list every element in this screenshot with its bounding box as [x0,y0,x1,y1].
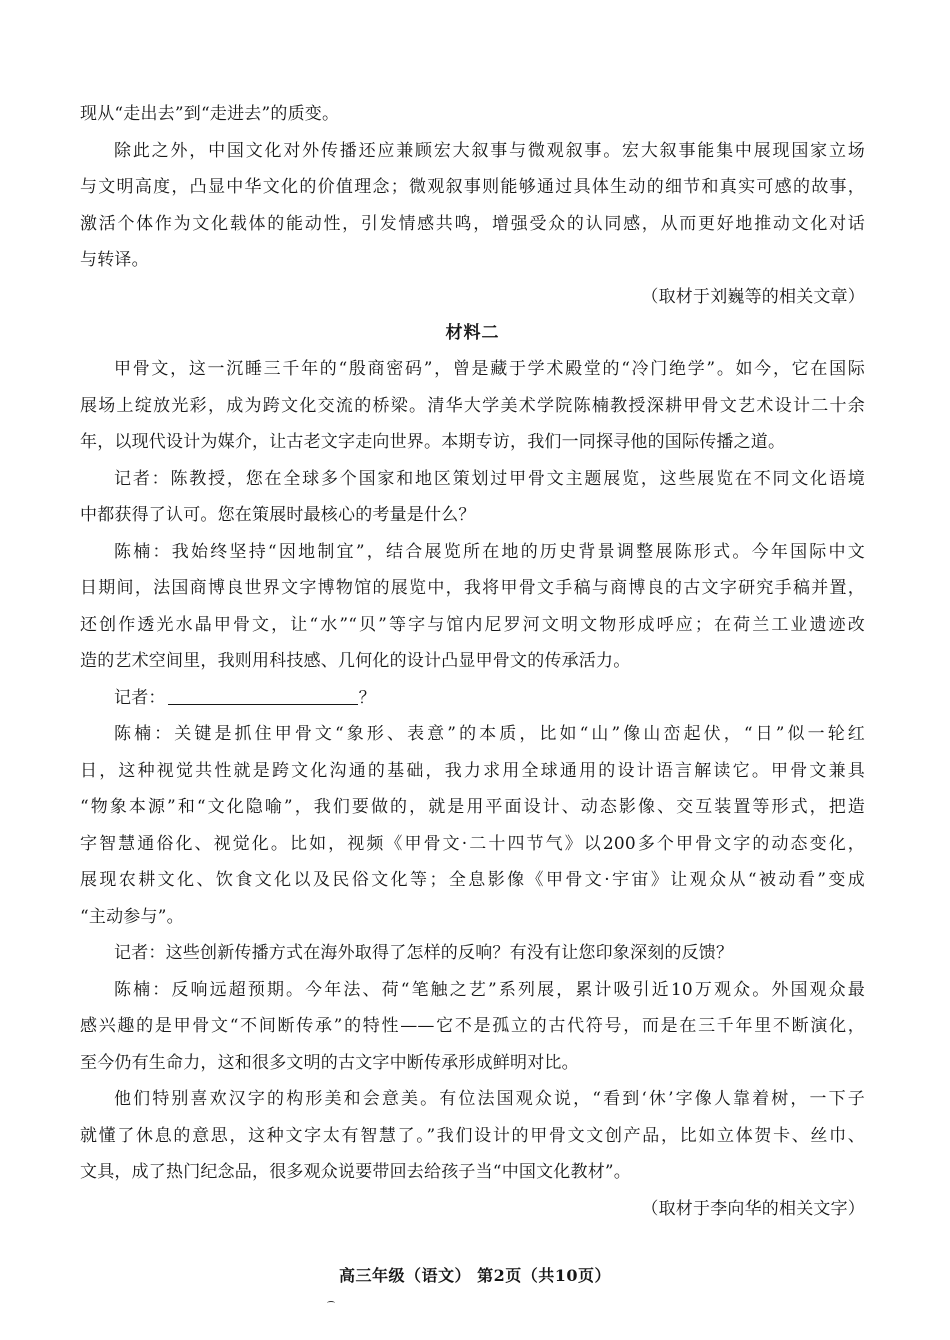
section-heading: 材料二 [445,323,500,343]
material-two [80,315,865,1227]
interview-answer: “物象本源”和“文化隐喻”，我们要做的，就是用平面设计、动态影像、交互装置等形式，把造 [80,797,865,817]
paragraph-line: 年，以现代设计为媒介，让古老文字走向世界。本期专访，我们一同探寻他的国际传播之道。 [80,432,786,452]
interview-answer: 就懂了休息的意思，这种文字太有智慧了。”我们设计的甲骨文文创产品，比如立体贺卡、丝巾、 [80,1125,865,1146]
interview-answer: 至今仍有生命力，这和很多文明的古文字中断传承形成鲜明对比。 [80,1052,579,1073]
interview-answer: 展现农耕文化、饮食文化以及民俗文化等；全息影像《甲骨文·宇宙》让观众从“被动看”变成 [80,870,865,890]
paragraph-line: 激活个体作为文化载体的能动性，引发情感共鸣，增强受众的认同感，从而更好地推动文化对话 [80,213,865,234]
interview-answer: 日，这种视觉共性就是跨文化沟通的基础，我力求用全球通用的设计语言解读它。甲骨文兼具 [80,760,865,781]
paragraph-line: 展场上绽放光彩，成为跨文化交流的桥梁。清华大学美术学院陈楠教授深耕甲骨文艺术设计二十余 [80,395,865,416]
source-citation: （取材于刘巍等的相关文章） [641,286,865,307]
paragraph-line: 与文明高度，凸显中华文化的价值理念；微观叙事则能够通过具体生动的细节和真实可感的故事， [80,177,865,197]
source-citation: （取材于李向华的相关文字） [641,1198,865,1219]
interview-answer: 日期间，法国商博良世界文字博物馆的展览中，我将甲骨文手稿与商博良的古文字研究手稿并置， [80,578,865,598]
scan-speck [327,1301,335,1305]
interview-answer: 感兴趣的是甲骨文“不间断传承”的特性——它不是孤立的古代符号，而是在三千年里不断演化， [80,1016,865,1036]
material-one-tail [80,96,865,315]
interview-question: 中都获得了认可。您在策展时最核心的考量是什么？ [80,505,476,525]
interview-answer: 陈楠：我始终坚持“因地制宜”，结合展览所在地的历史背景调整展陈形式。今年国际中文 [114,541,865,562]
paragraph-line: 现从“走出去”到“走进去”的质变。 [80,104,340,124]
answer-blank[interactable] [168,682,358,705]
paragraph-line: 与转译。 [80,250,149,270]
interview-answer: “主动参与”。 [80,906,184,927]
question-suffix: ？ [358,687,376,708]
paragraph-line: 除此之外，中国文化对外传播还应兼顾宏大叙事与微观叙事。宏大叙事能集中展现国家立场 [114,140,865,161]
interview-answer: 陈楠：关键是抓住甲骨文“象形、表意”的本质，比如“山”像山峦起伏，“日”似一轮红 [114,724,865,744]
paragraph-line: 甲骨文，这一沉睡三千年的“殷商密码”，曾是藏于学术殿堂的“冷门绝学”。如今，它在国际 [114,359,865,379]
fill-in-question [80,680,865,717]
interview-question: 记者：这些创新传播方式在海外取得了怎样的反响？有没有让您印象深刻的反馈？ [114,943,734,963]
interview-question: 记者：陈教授，您在全球多个国家和地区策划过甲骨文主题展览，这些展览在不同文化语境 [114,468,865,489]
interview-answer: 文具，成了热门纪念品，很多观众说要带回去给孩子当“中国文化教材”。 [80,1162,631,1182]
page-footer: 高三年级（语文） 第2页（共10页） [339,1266,611,1285]
interview-answer: 他们特别喜欢汉字的构形美和会意美。有位法国观众说，“看到‘休’字像人靠着树，一下子 [114,1089,865,1109]
interview-answer: 还创作透光水晶甲骨文，让“水”“贝”等字与馆内尼罗河文明文物形成呼应；在荷兰工业遗迹改 [80,614,865,635]
interview-answer: 字智慧通俗化、视觉化。比如，视频《甲骨文·二十四节气》以200多个甲骨文字的动态变化， [80,833,865,854]
interview-answer: 陈楠：反响远超预期。今年法、荷“笔触之艺”系列展，累计吸引近10万观众。外国观众最 [114,979,865,1000]
exam-page-body [80,96,865,1227]
interview-answer: 造的艺术空间里，我则用科技感、几何化的设计凸显甲骨文的传承活力。 [80,651,631,671]
question-prefix: 记者： [114,687,166,708]
